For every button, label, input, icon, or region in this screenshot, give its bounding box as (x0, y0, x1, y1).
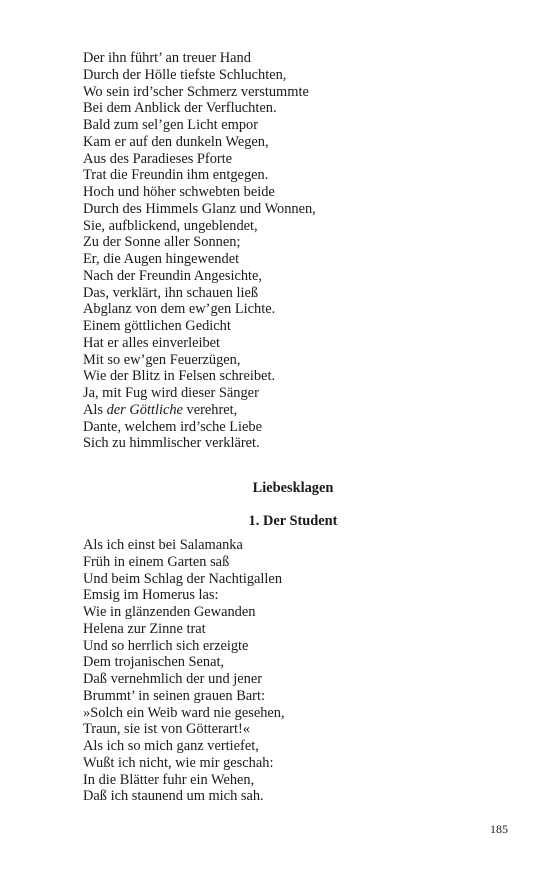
verse-line: Durch der Hölle tiefste Schluchten, (83, 66, 287, 83)
verse-line: Bald zum sel’gen Licht empor (83, 117, 259, 133)
verse-line: Hoch und höher schwebten beide (83, 184, 275, 200)
verse-line: Dante, welchem ird’sche Liebe (83, 418, 263, 435)
verse-line: Als ich so mich ganz vertiefet, (83, 738, 259, 754)
verse-line: Und beim Schlag der Nachtigallen (83, 570, 283, 587)
verse-line: Der ihn führt’ an treuer Hand (83, 50, 251, 66)
verse-line: Er, die Augen hingewendet (83, 251, 240, 267)
page-number: 185 (490, 822, 508, 836)
verse-line: Zu der Sonne aller Sonnen; (83, 234, 241, 251)
verse-line: Kam er auf den dunkeln Wegen, (83, 133, 269, 150)
verse-line: Mit so ew’gen Feuerzügen, (83, 351, 241, 368)
poem-continuation (83, 50, 483, 452)
verse-text: verehret, (182, 401, 238, 418)
verse-line: Das, verklärt, ihn schauen ließ (83, 284, 259, 301)
verse-line: Emsig im Homerus las: (83, 587, 219, 604)
poem-title: 1. Der Student (248, 513, 338, 529)
verse-line: Wußt ich nicht, wie mir geschah: (83, 754, 274, 771)
poem-der-student (83, 537, 483, 805)
verse-line: Brummt’ in seinen grauen Bart: (83, 687, 265, 704)
verse-line: »Solch ein Weib ward nie gesehen, (83, 704, 285, 721)
verse-line: Sich zu himmlischer verkläret. (83, 435, 260, 452)
verse-line: Einem göttlichen Gedicht (83, 318, 231, 334)
verse-line: Traun, sie ist von Götterart!« (83, 721, 250, 738)
verse-line: Aus des Paradieses Pforte (83, 150, 233, 167)
verse-line-with-italic (83, 402, 483, 419)
section-title: Liebesklagen (252, 480, 334, 496)
verse-line: Abglanz von dem ew’gen Lichte. (83, 301, 276, 318)
verse-line: Sie, aufblickend, ungeblendet, (83, 217, 258, 234)
verse-line: Und so herrlich sich erzeigte (83, 637, 249, 654)
verse-line: Hat er alles einverleibet (83, 334, 221, 351)
verse-line: Dem trojanischen Senat, (83, 654, 225, 671)
verse-line: Ja, mit Fug wird dieser Sänger (83, 385, 259, 401)
verse-line: Daß ich staunend um mich sah. (83, 788, 264, 805)
verse-line: Daß vernehmlich der und jener (83, 671, 263, 687)
verse-line: Helena zur Zinne trat (83, 620, 206, 637)
verse-line: Durch des Himmels Glanz und Wonnen, (83, 200, 316, 217)
verse-line: Wie in glänzenden Gewanden (83, 604, 256, 620)
verse-line: Wie der Blitz in Felsen schreibet. (83, 368, 276, 385)
verse-line: Wo sein ird’scher Schmerz verstummte (83, 83, 309, 100)
verse-line: Früh in einem Garten saß (83, 553, 230, 570)
italic-phrase: der Göttliche (106, 401, 183, 418)
verse-line: Trat die Freundin ihm entgegen. (83, 167, 269, 184)
verse-line: In die Blätter fuhr ein Wehen, (83, 771, 255, 788)
verse-line: Nach der Freundin Angesichte, (83, 267, 263, 284)
verse-text: Als (83, 401, 107, 418)
verse-line: Als ich einst bei Salamanka (83, 537, 243, 553)
verse-line: Bei dem Anblick der Verfluchten. (83, 100, 277, 117)
